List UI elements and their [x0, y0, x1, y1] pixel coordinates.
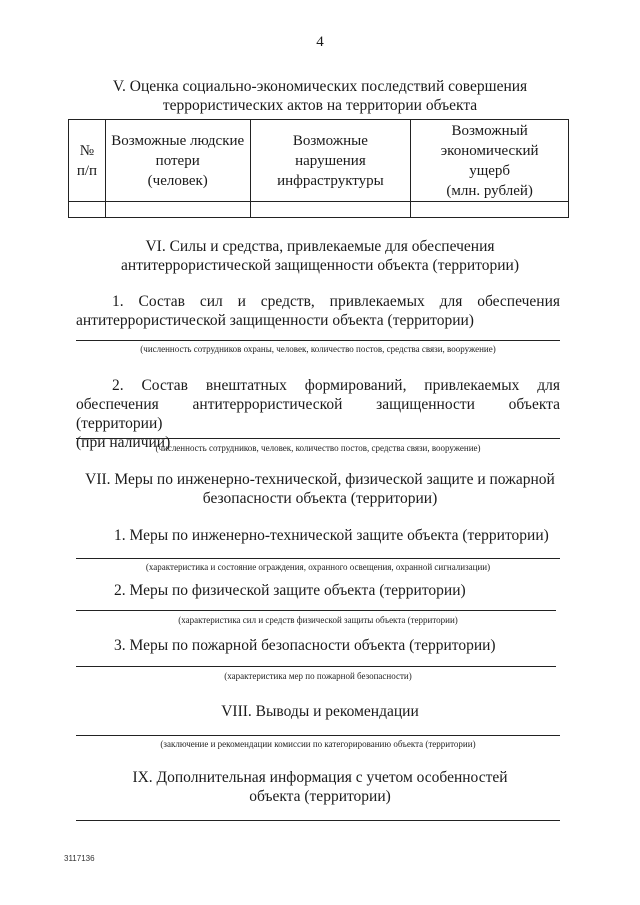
- section7-heading-line1: VII. Меры по инженерно-технической, физической защите и пожарной: [85, 471, 555, 488]
- section5-heading-line2: террористических актов на территории объекта: [162, 97, 478, 114]
- section9-heading: [40, 768, 600, 806]
- section7-heading-line2: безопасности объекта (территории): [202, 490, 438, 507]
- fill-line: [76, 558, 560, 559]
- fill-line: [76, 340, 560, 341]
- col4-line4: (млн. рублей): [446, 182, 533, 199]
- fill-line: [76, 735, 560, 736]
- section6-heading-line2: антитеррористической защищенности объекта (территории): [121, 257, 519, 274]
- section6-item2-caption: (численность сотрудников, человек, количество постов, средства связи, вооружение): [155, 443, 481, 453]
- section8-caption: (заключение и рекомендации комиссии по категорированию объекта (территории): [160, 739, 476, 749]
- section6-item1-caption: (численность сотрудников охраны, человек, количество постов, средства связи, вооружение): [140, 344, 496, 354]
- col-header-economic-damage: [411, 120, 569, 202]
- section7-item3: 3. Меры по пожарной безопасности объекта (территории): [114, 637, 496, 654]
- section6-heading: [40, 237, 600, 275]
- col-header-human-losses: [105, 120, 250, 202]
- section5-heading-line1: V. Оценка социально-экономических последствий совершения: [112, 78, 528, 95]
- col4-line2: экономический: [440, 142, 539, 159]
- section7-item1-caption: (характеристика и состояние ограждения, охранного освещения, охранной сигнализации): [145, 562, 491, 572]
- table-cell: [411, 202, 569, 218]
- col2-line2: потери: [155, 152, 200, 169]
- section7-item2-caption: (характеристика сил и средств физической защиты объекта (территории): [178, 615, 458, 625]
- section5-heading: [40, 77, 600, 115]
- col-header-infrastructure: [250, 120, 411, 202]
- section6-item1-line1: 1. Состав сил и средств, привлекаемых для обеспечения: [112, 293, 560, 310]
- section7-item2: 2. Меры по физической защите объекта (территории): [114, 582, 466, 599]
- fill-line: [76, 820, 560, 821]
- section7-item1: 1. Меры по инженерно-технической защите объекта (территории): [114, 527, 549, 544]
- col4-line3: ущерб: [469, 162, 511, 179]
- col-header-number: [69, 120, 106, 202]
- table-row: [69, 202, 569, 218]
- fill-line: [76, 438, 560, 439]
- section7-item3-caption: (характеристика мер по пожарной безопасности): [224, 671, 412, 681]
- col2-line1: Возможные людские: [111, 132, 245, 149]
- col3-line1: Возможные: [292, 132, 368, 149]
- consequences-table: [68, 119, 569, 218]
- section6-heading-line1: VI. Силы и средства, привлекаемые для обеспечения: [145, 238, 495, 255]
- table-cell: [250, 202, 411, 218]
- col1-line2: п/п: [76, 162, 98, 179]
- col1-line1: №: [79, 142, 95, 159]
- section6-item1-line2: антитеррористической защищенности объекта (территории): [76, 312, 474, 329]
- section6-item2-line2: обеспечения антитеррористической защищенности объекта (территории): [76, 396, 560, 432]
- section8-heading: VIII. Выводы и рекомендации: [221, 703, 419, 720]
- col2-line3: (человек): [147, 172, 208, 189]
- section6-item2-line3: (при наличии): [76, 434, 171, 451]
- page-number: 4: [316, 34, 324, 50]
- col4-line1: Возможный: [451, 122, 528, 139]
- section7-heading: [40, 470, 600, 508]
- table-header-row: [69, 120, 569, 202]
- section6-item2: [76, 376, 560, 452]
- section9-heading-line2: объекта (территории): [249, 788, 391, 805]
- section6-item2-line1: 2. Состав внештатных формирований, привлекаемых для: [112, 377, 560, 394]
- table-cell: [69, 202, 106, 218]
- fill-line: [76, 666, 556, 667]
- col3-line3: инфраструктуры: [277, 172, 384, 189]
- section6-item1: [76, 292, 560, 330]
- footer-code: 3117136: [64, 854, 95, 863]
- fill-line: [76, 610, 556, 611]
- col3-line2: нарушения: [295, 152, 366, 169]
- section9-heading-line1: IX. Дополнительная информация с учетом особенностей: [132, 769, 508, 786]
- table-cell: [105, 202, 250, 218]
